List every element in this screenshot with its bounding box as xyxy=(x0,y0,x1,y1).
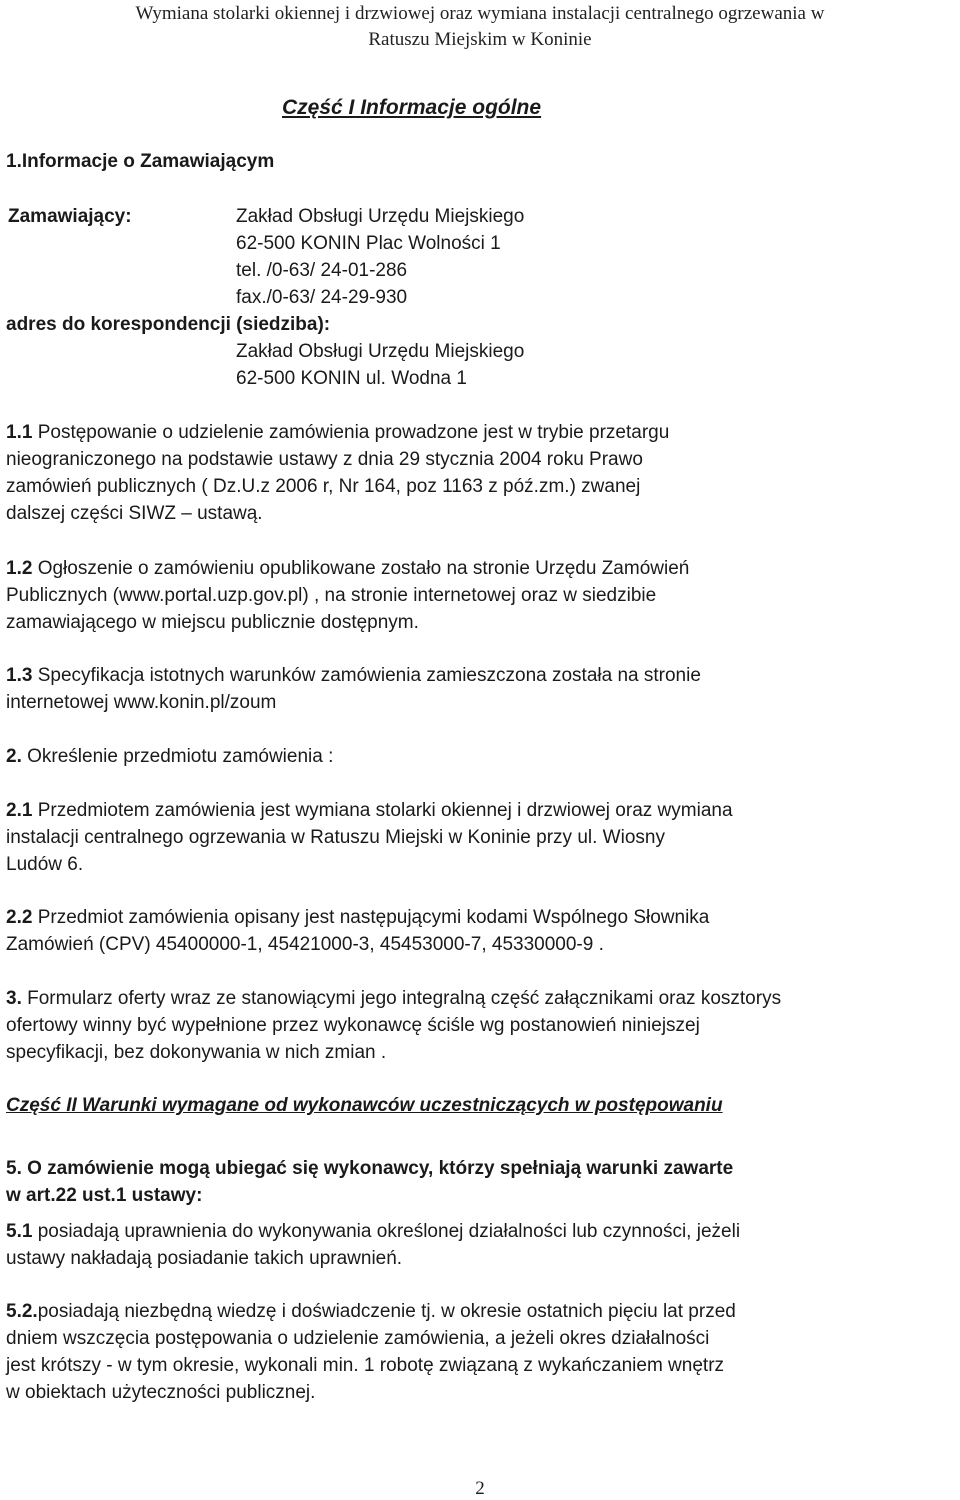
paragraph-1-2-line-1 xyxy=(6,557,689,581)
paragraph-1-1-line-4: dalszej części SIWZ – ustawą. xyxy=(6,503,263,524)
paragraph-5-2-line-1 xyxy=(6,1300,736,1324)
paragraph-1-2-number: 1.2 xyxy=(6,558,33,579)
running-header-line-1: Wymiana stolarki okiennej i drzwiowej oraz wymiana instalacji centralnego ogrzewania w xyxy=(135,3,825,24)
paragraph-5-1-line-1 xyxy=(6,1220,740,1244)
paragraph-2-1-line-1 xyxy=(6,799,733,823)
correspondence-label: adres do korespondencji (siedziba): xyxy=(6,314,331,335)
paragraph-3-text: Formularz oferty wraz ze stanowiącymi jego integralną część załącznikami oraz kosztorys xyxy=(21,988,782,1009)
paragraph-2-1-line-2: instalacji centralnego ogrzewania w Ratuszu Miejski w Koninie przy ul. Wiosny xyxy=(6,827,665,848)
paragraph-1-1-line-1 xyxy=(6,421,669,445)
correspondence-name: Zakład Obsługi Urzędu Miejskiego xyxy=(236,341,525,362)
section-5-line-2: w art.22 ust.1 ustawy: xyxy=(6,1185,203,1206)
paragraph-3-line-2: ofertowy winny być wypełnione przez wykonawcę ściśle wg postanowień niniejszej xyxy=(6,1015,700,1036)
part-1-title: Część I Informacje ogólne xyxy=(282,96,542,119)
paragraph-1-1-text: Postępowanie o udzielenie zamówienia prowadzone jest w trybie przetargu xyxy=(32,422,670,443)
paragraph-2-2-text: Przedmiot zamówienia opisany jest następującymi kodami Wspólnego Słownika xyxy=(32,907,710,928)
paragraph-1-3-number: 1.3 xyxy=(6,665,33,686)
page-number: 2 xyxy=(475,1478,485,1499)
ordering-party-address: 62-500 KONIN Plac Wolności 1 xyxy=(236,233,501,254)
paragraph-5-2-number: 5.2. xyxy=(6,1301,38,1322)
paragraph-2-1-number: 2.1 xyxy=(6,800,33,821)
ordering-party-phone: tel. /0-63/ 24-01-286 xyxy=(236,260,408,281)
ordering-party-name: Zakład Obsługi Urzędu Miejskiego xyxy=(236,206,525,227)
paragraph-5-1-line-2: ustawy nakładają posiadanie takich uprawnień. xyxy=(6,1248,403,1269)
section-2-title xyxy=(6,745,333,769)
paragraph-1-1-number: 1.1 xyxy=(6,422,33,443)
paragraph-1-1-line-2: nieograniczonego na podstawie ustawy z dnia 29 stycznia 2004 roku Prawo xyxy=(6,449,643,470)
paragraph-1-3-line-1 xyxy=(6,664,701,688)
ordering-party-label: Zamawiający: xyxy=(8,206,132,227)
section-2-text: Określenie przedmiotu zamówienia : xyxy=(21,746,334,767)
paragraph-1-3-line-2: internetowej www.konin.pl/zoum xyxy=(6,692,277,713)
paragraph-2-2-line-2: Zamówień (CPV) 45400000-1, 45421000-3, 45453000-7, 45330000-9 . xyxy=(6,934,604,955)
paragraph-1-2-line-2: Publicznych (www.portal.uzp.gov.pl) , na stronie internetowej oraz w siedzibie xyxy=(6,585,657,606)
ordering-party-fax: fax./0-63/ 24-29-930 xyxy=(236,287,408,308)
paragraph-5-2-text: posiadają niezbędną wiedzę i doświadczenie tj. w okresie ostatnich pięciu lat przed xyxy=(37,1301,736,1322)
running-header-line-2: Ratuszu Miejskim w Koninie xyxy=(368,29,592,50)
paragraph-2-2-line-1 xyxy=(6,906,709,930)
paragraph-1-2-text: Ogłoszenie o zamówieniu opublikowane zostało na stronie Urzędu Zamówień xyxy=(32,558,690,579)
paragraph-1-2-line-3: zamawiającego w miejscu publicznie dostępnym. xyxy=(6,612,419,633)
paragraph-5-2-line-3: jest krótszy - w tym okresie, wykonali min. 1 robotę związaną z wykańczaniem wnętrz xyxy=(6,1355,725,1376)
paragraph-1-1-line-3: zamówień publicznych ( Dz.U.z 2006 r, Nr 164, poz 1163 z póź.zm.) zwanej xyxy=(6,476,641,497)
paragraph-2-2-number: 2.2 xyxy=(6,907,33,928)
paragraph-5-1-number: 5.1 xyxy=(6,1221,33,1242)
paragraph-5-2-line-2: dniem wszczęcia postępowania o udzielenie zamówienia, a jeżeli okres działalności xyxy=(6,1328,710,1349)
paragraph-3-line-3: specyfikacji, bez dokonywania w nich zmian . xyxy=(6,1042,387,1063)
paragraph-2-1-line-3: Ludów 6. xyxy=(6,854,84,875)
section-1-title: 1.Informacje o Zamawiającym xyxy=(6,151,275,172)
section-2-number: 2. xyxy=(6,746,22,767)
paragraph-3-number: 3. xyxy=(6,988,22,1009)
part-2-title: Część II Warunki wymagane od wykonawców uczestniczących w postępowaniu xyxy=(6,1095,723,1116)
section-5-line-1: 5. O zamówienie mogą ubiegać się wykonawcy, którzy spełniają warunki zawarte xyxy=(6,1158,734,1179)
paragraph-5-2-line-4: w obiektach użyteczności publicznej. xyxy=(6,1382,316,1403)
paragraph-2-1-text: Przedmiotem zamówienia jest wymiana stolarki okiennej i drzwiowej oraz wymiana xyxy=(32,800,733,821)
correspondence-address: 62-500 KONIN ul. Wodna 1 xyxy=(236,368,467,389)
paragraph-5-1-text: posiadają uprawnienia do wykonywania określonej działalności lub czynności, jeżeli xyxy=(32,1221,741,1242)
paragraph-1-3-text: Specyfikacja istotnych warunków zamówienia zamieszczona została na stronie xyxy=(32,665,701,686)
paragraph-3-line-1 xyxy=(6,987,781,1011)
